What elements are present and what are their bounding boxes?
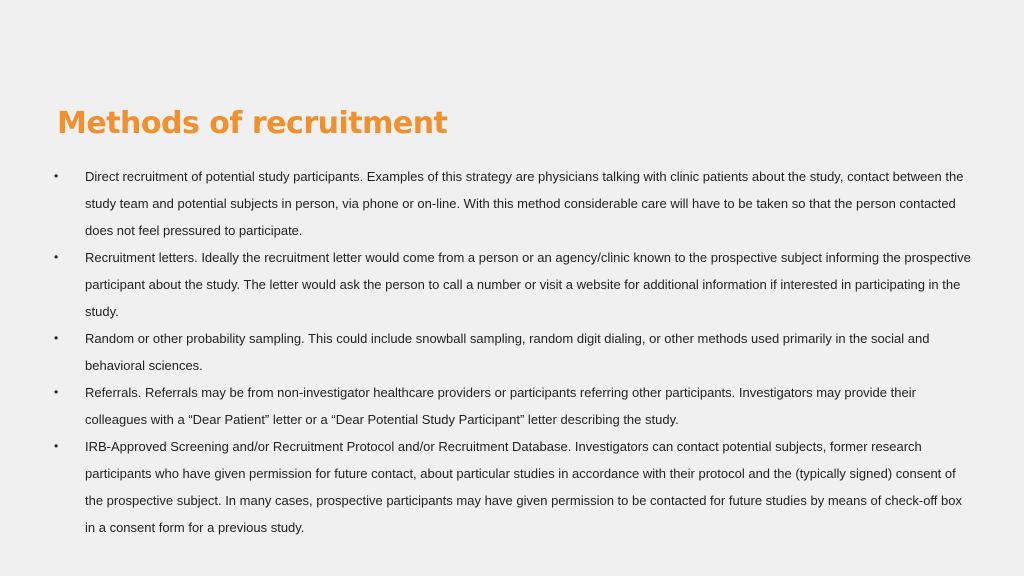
bullet-item-recruitment-letters — [54, 244, 974, 325]
bullet-dot-icon: • — [54, 169, 59, 183]
bullet-text: Recruitment letters. Ideally the recruitment letter would come from a person or an agency/clinic known to the prospective subject informing the prospective participant about the study. The letter would ask the person to call a number or visit a website for additional information if interested in participating in the study. — [85, 250, 971, 319]
bullet-list — [54, 163, 974, 541]
bullet-item-irb-screening — [54, 433, 974, 541]
bullet-text: IRB-Approved Screening and/or Recruitment Protocol and/or Recruitment Database. Investigators can contact potential subjects, former research participants who have given permission for future contact, about particular studies in accordance with their protocol and the (typically signed) consent of the prospective subject. In many cases, prospective participants may have given permission to be contacted for future studies by means of check-off box in a consent form for a previous study. — [85, 439, 962, 535]
bullet-dot-icon: • — [54, 250, 59, 264]
bullet-text: Referrals. Referrals may be from non-investigator healthcare providers or participants referring other participants. Investigators may provide their colleagues with a “Dear Patient” letter or a “Dear Potential Study Participant” letter describing the study. — [85, 385, 916, 427]
bullet-dot-icon: • — [54, 331, 59, 345]
bullet-item-direct-recruitment — [54, 163, 974, 244]
bullet-dot-icon: • — [54, 385, 59, 399]
bullet-item-random-sampling — [54, 325, 974, 379]
slide-title: Methods of recruitment — [57, 106, 448, 141]
bullet-dot-icon: • — [54, 439, 59, 453]
bullet-text: Direct recruitment of potential study participants. Examples of this strategy are physicians talking with clinic patients about the study, contact between the study team and potential subjects in person, via phone or on-line. With this method considerable care will have to be taken so that the person contacted does not feel pressured to participate. — [85, 169, 964, 238]
bullet-item-referrals — [54, 379, 974, 433]
bullet-text: Random or other probability sampling. This could include snowball sampling, random digit dialing, or other methods used primarily in the social and behavioral sciences. — [85, 331, 930, 373]
